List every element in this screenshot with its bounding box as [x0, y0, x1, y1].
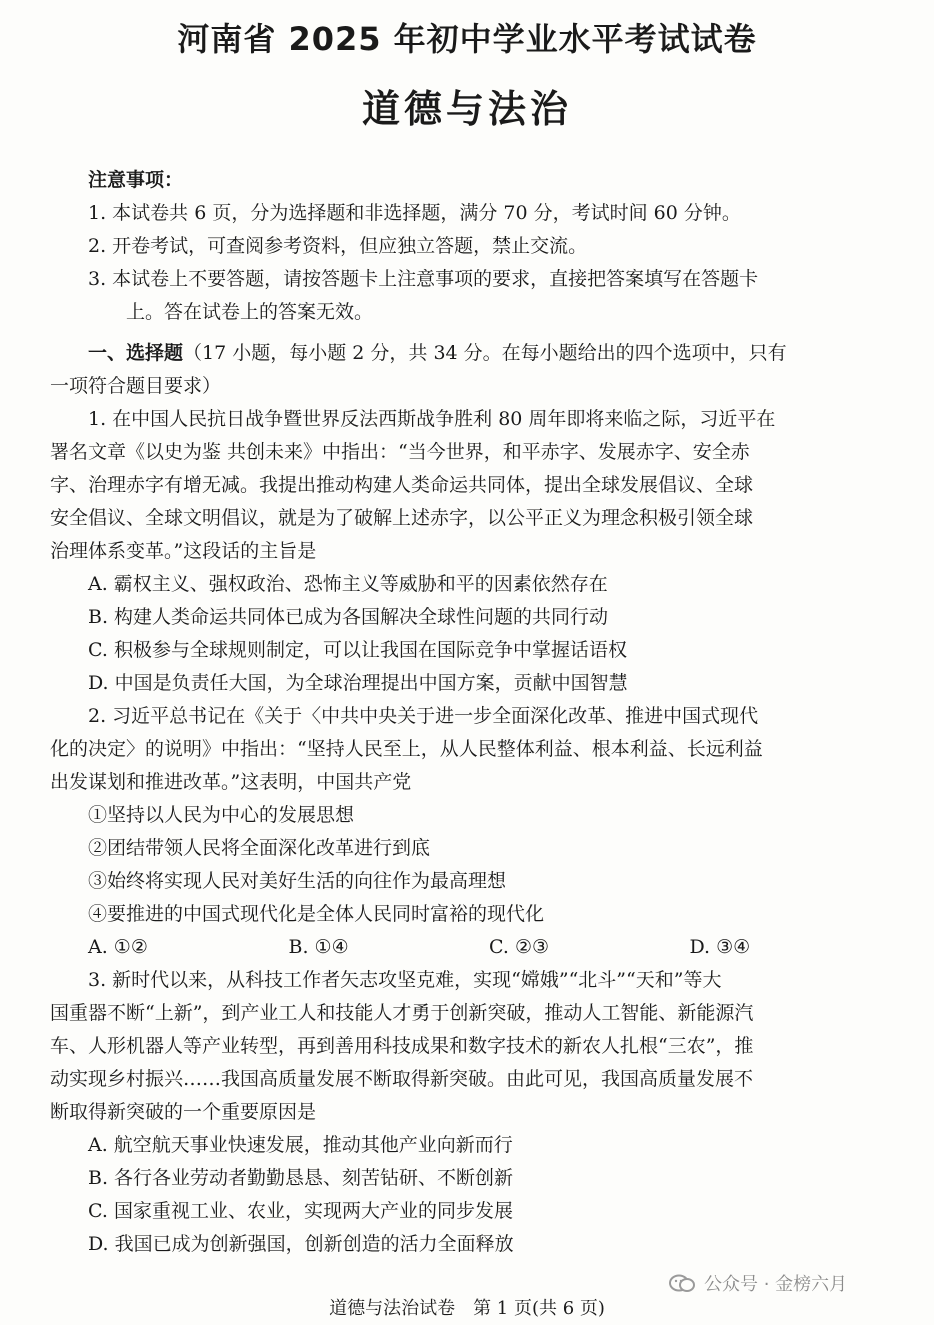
- section-title: 一、选择题: [88, 342, 184, 364]
- q2-option-d: D. ③④: [689, 936, 751, 958]
- watermark-text: 公众号 · 金榜六月: [704, 1274, 848, 1295]
- exam-title: 河南省 2025 年初中学业水平考试试卷: [177, 20, 757, 58]
- q1-option-a: A. 霸权主义、强权政治、恐怖主义等威胁和平的因素依然存在: [88, 573, 608, 595]
- q1-stem-line: 署名文章《以史为鉴 共创未来》中指出：“当今世界，和平赤字、发展赤字、安全赤: [50, 441, 750, 463]
- q2-stem-line: 出发谋划和推进改革。”这表明，中国共产党: [50, 771, 412, 793]
- q3-option-c: C. 国家重视工业、农业，实现两大产业的同步发展: [88, 1200, 513, 1222]
- q1-stem-line: 1. 在中国人民抗日战争暨世界反法西斯战争胜利 80 周年即将来临之际，习近平在: [88, 408, 776, 430]
- q3-stem-line: 车、人形机器人等产业转型，再到善用科技成果和数字技术的新农人扎根“三农”，推: [50, 1035, 754, 1057]
- q2-option-b: B. ①④: [288, 936, 349, 958]
- notice-item: 3. 本试卷上不要答题，请按答题卡上注意事项的要求，直接把答案填写在答题卡: [88, 268, 759, 290]
- q3-option-d: D. 我国已成为创新强国，创新创造的活力全面释放: [88, 1233, 514, 1255]
- q3-stem-line: 3. 新时代以来，从科技工作者矢志攻坚克难，实现“嫦娥”“北斗”“天和”等大: [88, 969, 722, 991]
- q2-statement-4: ④要推进的中国式现代化是全体人民同时富裕的现代化: [88, 903, 545, 925]
- q2-statement-3: ③始终将实现人民对美好生活的向往作为最高理想: [88, 870, 507, 892]
- notice-item: 1. 本试卷共 6 页，分为选择题和非选择题，满分 70 分，考试时间 60 分钟。: [88, 202, 741, 224]
- q1-stem-line: 字、治理赤字有增无减。我提出推动构建人类命运共同体，提出全球发展倡议、全球: [50, 474, 754, 496]
- q2-stem-line: 化的决定〉的说明》中指出：“坚持人民至上，从人民整体利益、根本利益、长远利益: [50, 738, 763, 760]
- q3-option-a: A. 航空航天事业快速发展，推动其他产业向新而行: [88, 1134, 513, 1156]
- q3-stem-line: 国重器不断“上新”，到产业工人和技能人才勇于创新突破，推动人工智能、新能源汽: [50, 1002, 754, 1024]
- section-heading: [50, 337, 890, 370]
- page-footer: 道德与法治试卷 第 1 页(共 6 页): [329, 1298, 605, 1319]
- q1-option-c: C. 积极参与全球规则制定，可以让我国在国际竞争中掌握话语权: [88, 639, 627, 661]
- notice-item-continuation: 上。答在试卷上的答案无效。: [126, 301, 374, 323]
- q1-option-b: B. 构建人类命运共同体已成为各国解决全球性问题的共同行动: [88, 606, 609, 628]
- notice-item: 2. 开卷考试，可查阅参考资料，但应独立答题，禁止交流。: [88, 235, 588, 257]
- q1-option-d: D. 中国是负责任大国，为全球治理提出中国方案，贡献中国智慧: [88, 672, 628, 694]
- section-description: （17 小题，每小题 2 分，共 34 分。在每小题给出的四个选项中，只有: [183, 342, 787, 364]
- notice-heading: 注意事项：: [88, 169, 184, 191]
- q3-stem-line: 断取得新突破的一个重要原因是: [50, 1101, 317, 1123]
- q1-stem-line: 安全倡议、全球文明倡议，就是为了破解上述赤字，以公平正义为理念积极引领全球: [50, 507, 754, 529]
- q2-statement-1: ①坚持以人民为中心的发展思想: [88, 804, 355, 826]
- exam-body: [50, 164, 890, 1261]
- q2-options: [50, 931, 890, 964]
- q2-stem-line: 2. 习近平总书记在《关于〈中共中央关于进一步全面深化改革、推进中国式现代: [88, 705, 759, 727]
- q2-option-a: A. ①②: [88, 936, 148, 958]
- q2-statement-2: ②团结带领人民将全面深化改革进行到底: [88, 837, 431, 859]
- q3-option-b: B. 各行各业劳动者勤勤恳恳、刻苦钻研、不断创新: [88, 1167, 514, 1189]
- wechat-official-account-icon: [668, 1272, 696, 1294]
- q3-stem-line: 动实现乡村振兴……我国高质量发展不断取得新突破。由此可见，我国高质量发展不: [50, 1068, 754, 1090]
- q2-option-c: C. ②③: [489, 936, 550, 958]
- subject-title: 道德与法治: [361, 87, 572, 131]
- q1-stem-line: 治理体系变革。”这段话的主旨是: [50, 540, 317, 562]
- section-description-continuation: 一项符合题目要求）: [50, 375, 222, 397]
